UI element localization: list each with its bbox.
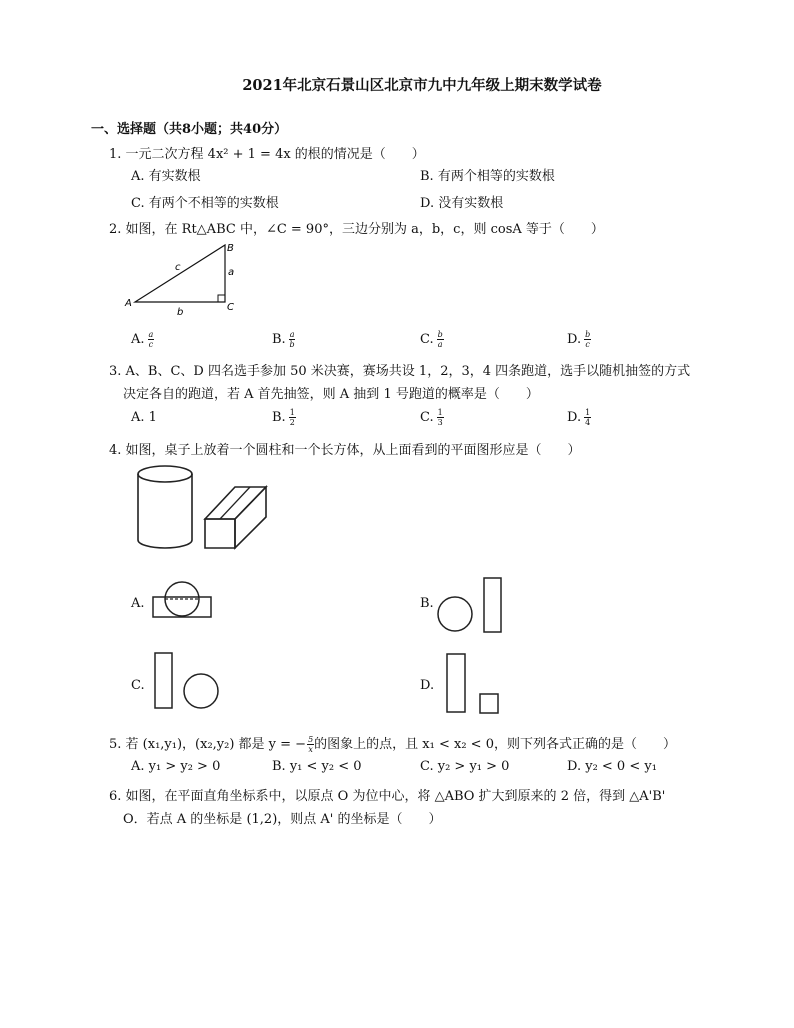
q1-option-c: C. 有两个不相等的实数根: [131, 196, 279, 211]
q3-option-b: B. $\frac{1}{2}$: [272, 408, 295, 427]
question-2: 2. 如图，在 Rt△ABC 中，∠C = 90°，三边分别为 a，b，c，则 cosA 等于（ ）: [109, 222, 604, 237]
q4-option-b-label: B.: [420, 596, 434, 611]
cylinder-and-box-figure: [130, 462, 280, 557]
vertex-c-label: C: [227, 302, 234, 313]
right-triangle-figure: [120, 240, 250, 320]
q4-option-c-figure: [150, 648, 230, 718]
q4-option-a-figure: [150, 577, 220, 622]
page-title: 2021年北京石景山区北京市九中九年级上期末数学试卷: [242, 77, 602, 94]
q1-option-d: D. 没有实数根: [420, 196, 504, 211]
vertex-b-label: B: [227, 243, 234, 254]
question-1: 1. 一元二次方程 4x² + 1 = 4x 的根的情况是（ ）: [109, 147, 425, 162]
q3-option-d: D. $\frac{1}{4}$: [567, 408, 591, 427]
q4-option-a-label: A.: [131, 596, 145, 611]
q3-option-a: A. 1: [131, 410, 157, 425]
q4-option-c-label: C.: [131, 678, 145, 693]
q5-option-a: A. y₁ > y₂ > 0: [131, 759, 221, 774]
q2-option-b: B. $\frac{a}{b}$: [272, 330, 295, 349]
question-3-line-2: 决定各自的跑道，若 A 首先抽签，则 A 抽到 1 号跑道的概率是（ ）: [123, 387, 539, 402]
side-b-label: b: [177, 307, 184, 318]
question-6-line-1: 6. 如图，在平面直角坐标系中，以原点 O 为位中心，将 △ABO 扩大到原来的 2 倍，得到 △A'B': [109, 789, 666, 804]
q5-option-b: B. y₁ < y₂ < 0: [272, 759, 362, 774]
q1-option-a: A. 有实数根: [131, 169, 201, 184]
q2-option-d: D. $\frac{b}{c}$: [567, 330, 591, 349]
side-a-label: a: [228, 267, 235, 278]
question-4: 4. 如图，桌子上放着一个圆柱和一个长方体，从上面看到的平面图形应是（ ）: [109, 443, 581, 458]
q4-option-d-figure: [444, 650, 514, 720]
q5-option-c: C. y₂ > y₁ > 0: [420, 759, 510, 774]
q5-option-d: D. y₂ < 0 < y₁: [567, 759, 657, 774]
q2-option-c: C. $\frac{b}{a}$: [420, 330, 443, 349]
question-5: 5. 若 (x₁,y₁)，(x₂,y₂) 都是 y = − $\frac{5}{x}$ 的图象上的点，且 x₁ < x₂ < 0，则下列各式正确的是（ ）: [109, 735, 676, 754]
q1-option-b: B. 有两个相等的实数根: [420, 169, 555, 184]
question-3-line-1: 3. A、B、C、D 四名选手参加 50 米决赛，赛场共设 1，2，3，4 四条跑道，选手以随机抽签的方式: [109, 364, 691, 379]
side-c-label: c: [175, 262, 181, 273]
vertex-a-label: A: [125, 298, 132, 309]
q3-option-c: C. $\frac{1}{3}$: [420, 408, 443, 427]
question-6-line-2: O．若点 A 的坐标是 (1,2)，则点 A' 的坐标是（ ）: [123, 812, 442, 827]
section-heading: 一、选择题（共8小题；共40分）: [91, 122, 288, 137]
q2-option-a: A. $\frac{a}{c}$: [131, 330, 154, 349]
q4-option-b-figure: [436, 570, 516, 640]
q4-option-d-label: D.: [420, 678, 435, 693]
